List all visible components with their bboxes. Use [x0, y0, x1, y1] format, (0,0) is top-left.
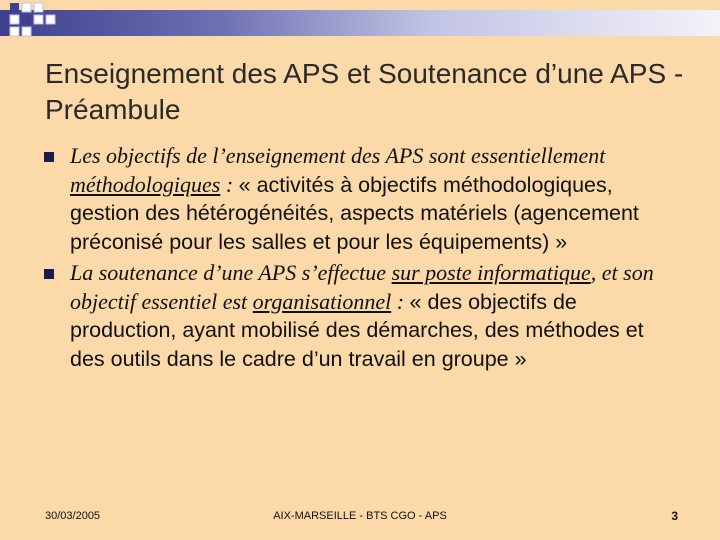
footer-center-text: AIX-MARSEILLE - BTS CGO - APS [273, 510, 447, 522]
bullet-colon: : [391, 288, 410, 314]
bullet-quote: « des objectifs de production, ayant mobilisé des démarches, des méthodes et des outils dans le cadre d’un travail en groupe » [70, 289, 644, 371]
bullet-item [44, 259, 684, 373]
bullet-keyword-2: organisationnel [252, 288, 392, 314]
square-bullet-icon [44, 269, 54, 279]
slide-title: Enseignement des APS et Soutenance d’une APS - Préambule [45, 58, 684, 125]
footer-date: 30/03/2005 [45, 510, 101, 522]
square-bullet-icon [44, 152, 54, 162]
decorative-squares [0, 0, 120, 40]
bullet-quote: « activités à objectifs méthodologiques, gestion des hétérogénéités, aspects matériels (agencement préconisé pour les salles et pour les équipements) » [70, 172, 639, 254]
page-number: 3 [671, 509, 678, 523]
bullet-item [44, 142, 684, 256]
bullet-list [44, 142, 684, 376]
bullet-colon: : [220, 171, 239, 197]
bullet-intro-mid: , et son objectif essentiel est [70, 260, 654, 314]
bullet-intro: La soutenance d’une APS s’effectue [70, 260, 392, 285]
bullet-intro: Les objectifs de l’enseignement des APS sont essentiellement [70, 143, 606, 168]
bullet-keyword: sur poste informatique [391, 260, 591, 285]
bullet-keyword: méthodologiques [70, 171, 221, 197]
